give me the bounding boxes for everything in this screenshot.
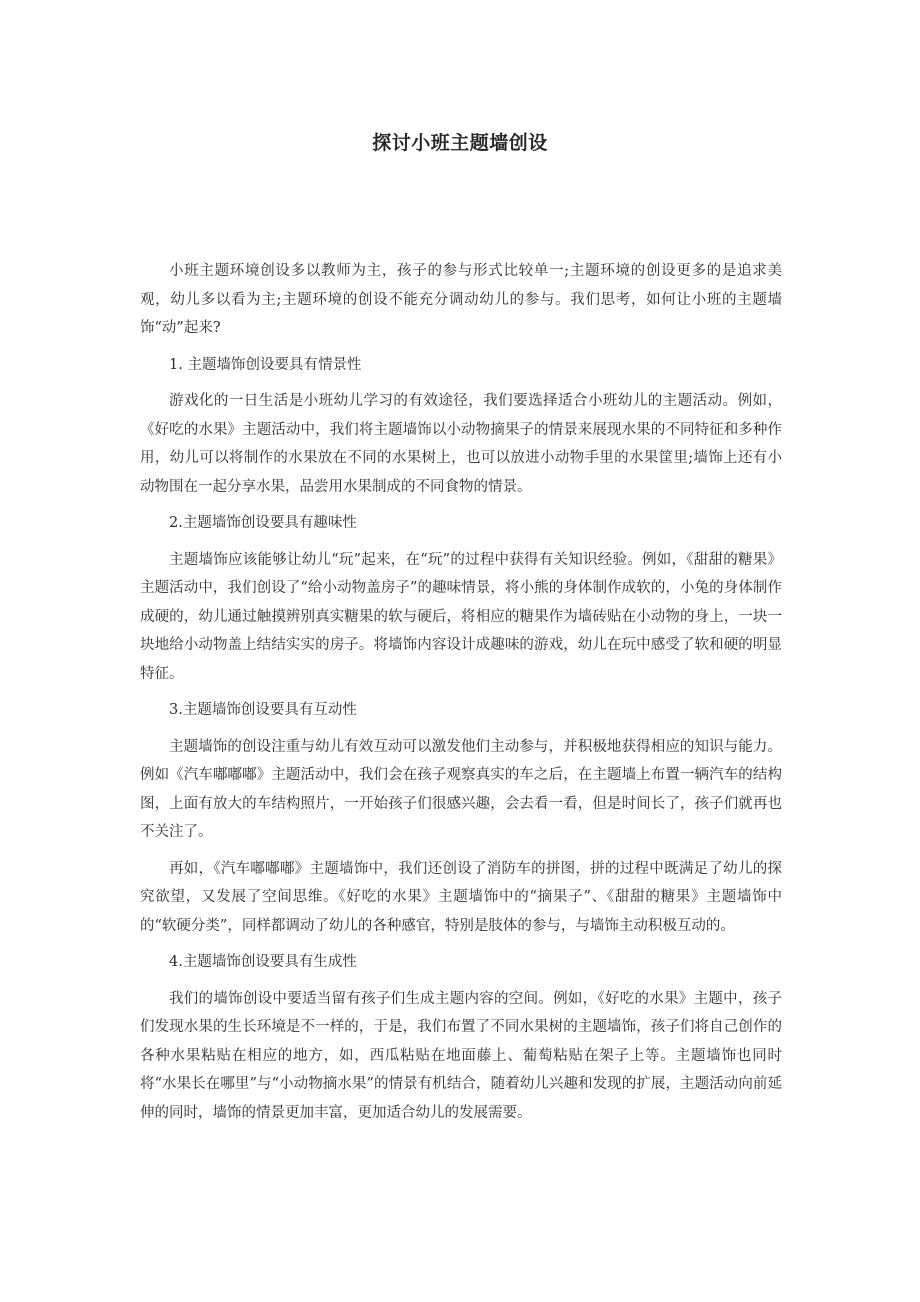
section-heading-1: 1. 主题墙饰创设要具有情景性 <box>169 356 362 373</box>
document-title: 探讨小班主题墙创设 <box>372 132 548 154</box>
section-heading-3: 3.主题墙饰创设要具有互动性 <box>169 702 357 718</box>
section-heading-2: 2.主题墙饰创设要具有趣味性 <box>169 515 357 531</box>
section-4-paragraph: 我们的墙饰创设中要适当留有孩子们生成主题内容的空间。例如，《好吃的水果》主题中，孩子们发现水果的生长环境是不一样的，于是，我们布置了不同水果树的主题墙饰，孩子们将自己创作的各种水果粘贴在相应的地方，如，西瓜粘贴在地面藤上、葡萄粘贴在架子上等。主题墙饰也同时将“水果长在哪里”与“小动物摘水果”的情景有机结合，随着幼儿兴趣和发现的扩展，主题活动向前延伸的同时，墙饰的情景更加丰富，更加适合幼儿的发展需要。 <box>140 990 782 1121</box>
section-2-paragraph: 主题墙饰应该能够让幼儿“玩”起来，在“玩”的过程中获得有关知识经验。例如，《甜甜的糖果》主题活动中，我们创设了“给小动物盖房子”的趣味情景，将小熊的身体制作成软的，小兔的身体制作成硬的，幼儿通过触摸辨别真实糖果的软与硬后，将相应的糖果作为墙砖贴在小动物的身上，一块一块地给小动物盖上结结实实的房子。将墙饰内容设计成趣味的游戏，幼儿在玩中感受了软和硬的明显特征。 <box>140 551 782 682</box>
section-3-paragraph-1: 主题墙饰的创设注重与幼儿有效互动可以激发他们主动参与，并积极地获得相应的知识与能力。例如《汽车嘟嘟嘟》主题活动中，我们会在孩子观察真实的车之后，在主题墙上布置一辆汽车的结构图，上面有放大的车结构照片，一开始孩子们很感兴趣，会去看一看，但是时间长了，孩子们就再也不关注了。 <box>140 738 782 840</box>
section-3-paragraph-2: 再如，《汽车嘟嘟嘟》主题墙饰中，我们还创设了消防车的拼图，拼的过程中既满足了幼儿的探究欲望，又发展了空间思维。《好吃的水果》主题墙饰中的“摘果子”、《甜甜的糖果》主题墙饰中的“软硬分类”，同样都调动了幼儿的各种感官，特别是肢体的参与，与墙饰主动积极互动的。 <box>140 860 782 934</box>
section-heading-4: 4.主题墙饰创设要具有生成性 <box>169 954 357 970</box>
section-1-paragraph: 游戏化的一日生活是小班幼儿学习的有效途径，我们要选择适合小班幼儿的主题活动。例如，《好吃的水果》主题活动中，我们将主题墙饰以小动物摘果子的情景来展现水果的不同特征和多种作用，幼儿可以将制作的水果放在不同的水果树上，也可以放进小动物手里的水果筐里;墙饰上还有小动物围在一起分享水果，品尝用水果制成的不同食物的情景。 <box>140 393 782 495</box>
intro-paragraph: 小班主题环境创设多以教师为主，孩子的参与形式比较单一;主题环境的创设更多的是追求美观，幼儿多以看为主;主题环境的创设不能充分调动幼儿的参与。我们思考，如何让小班的主题墙饰“动”起来? <box>140 263 782 336</box>
document-body <box>140 257 782 1135</box>
